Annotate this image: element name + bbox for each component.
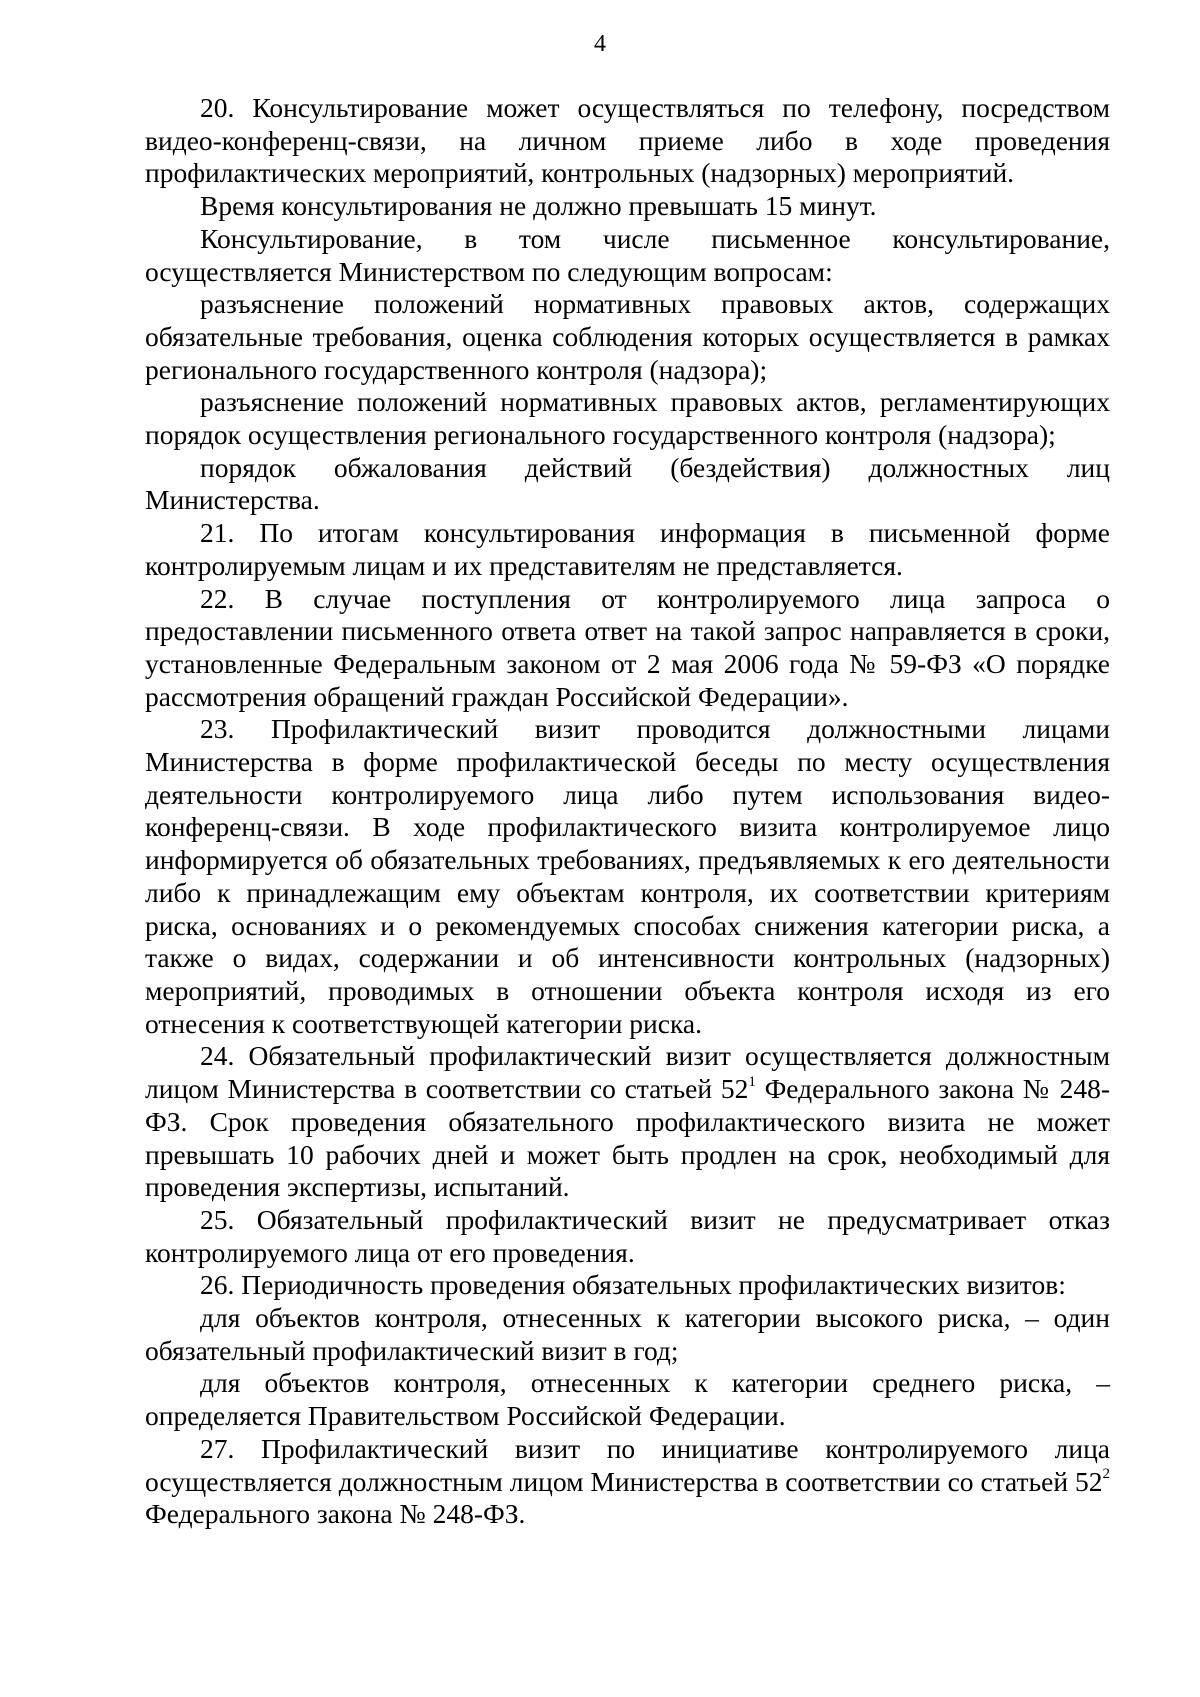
- footnote-superscript-1: 1: [748, 1073, 756, 1090]
- paragraph-23: 23. Профилактический визит проводится должностными лицами Министерства в форме профилактической беседы по месту осуществления деятельности контролируемого лица либо путем использования видео-конференц-связи. В ходе профилактического визита контролируемое лицо информируется об обязательных требованиях, предъявляемых к его деятельности либо к принадлежащим ему объектам контроля, их соответствии критериям риска, основаниях и о рекомендуемых способах снижения категории риска, а также о видах, содержании и об интенсивности контрольных (надзорных) мероприятий, проводимых в отношении объекта контроля исходя из его отнесения к соответствующей категории риска.: [145, 713, 1110, 1039]
- paragraph-24-text-before: 24. Обязательный профилактический визит осуществляется должностным лицом Министерства в соответствии со статьей 52: [145, 1040, 1110, 1105]
- paragraph-27: [145, 1433, 1110, 1531]
- paragraph-27-text-after: Федерального закона № 248-ФЗ.: [145, 1498, 526, 1530]
- paragraph-20: 20. Консультирование может осуществляться по телефону, посредством видео-конференц-связи, на личном приеме либо в ходе проведения профилактических мероприятий, контрольных (надзорных) мероприятий.: [145, 92, 1110, 189]
- paragraph-24: [145, 1040, 1110, 1204]
- paragraph-24-text-after: Федерального закона № 248-ФЗ. Срок проведения обязательного профилактического визита не может превышать 10 рабочих дней и может быть продлен на срок, необходимый для проведения экспертизы, испытаний.: [145, 1073, 1110, 1203]
- paragraph-consultation-time: Время консультирования не должно превышать 15 минут.: [200, 190, 877, 222]
- paragraph-25: 25. Обязательный профилактический визит не предусматривает отказ контролируемого лица от его проведения.: [145, 1203, 1110, 1268]
- paragraph-topic-procedure: разъяснение положений нормативных правовых актов, регламентирующих порядок осуществления регионального государственного контроля (надзора);: [145, 386, 1110, 451]
- paragraph-26: 26. Периодичность проведения обязательных профилактических визитов:: [200, 1269, 1066, 1301]
- paragraph-consultation-topics: Консультирование, в том числе письменное консультирование, осуществляется Министерством по следующим вопросам:: [145, 222, 1110, 287]
- paragraph-21: 21. По итогам консультирования информация в письменной форме контролируемым лицам и их представителям не представляется.: [145, 517, 1110, 581]
- document-body: [145, 92, 1110, 1531]
- paragraph-27-text-before: 27. Профилактический визит по инициативе контролируемого лица осуществляется должностным лицом Министерства в соответствии со статьей 52: [145, 1432, 1110, 1497]
- footnote-superscript-2: 2: [1102, 1466, 1110, 1483]
- paragraph-26-medium-risk: для объектов контроля, отнесенных к категории среднего риска, – определяется Правительством Российской Федерации.: [145, 1367, 1110, 1432]
- paragraph-22: 22. В случае поступления от контролируемого лица запроса о предоставлении письменного ответа ответ на такой запрос направляется в сроки, установленные Федеральным законом от 2 мая 2006 года № 59-ФЗ «О порядке рассмотрения обращений граждан Российской Федерации».: [145, 582, 1110, 712]
- page-number: 4: [594, 31, 606, 57]
- paragraph-topic-requirements: разъяснение положений нормативных правовых актов, содержащих обязательные требования, оценка соблюдения которых осуществляется в рамках регионального государственного контроля (надзора);: [145, 288, 1110, 385]
- paragraph-26-high-risk: для объектов контроля, отнесенных к категории высокого риска, – один обязательный профилактический визит в год;: [145, 1302, 1110, 1366]
- paragraph-topic-appeal: порядок обжалования действий (бездействия) должностных лиц Министерства.: [145, 451, 1110, 516]
